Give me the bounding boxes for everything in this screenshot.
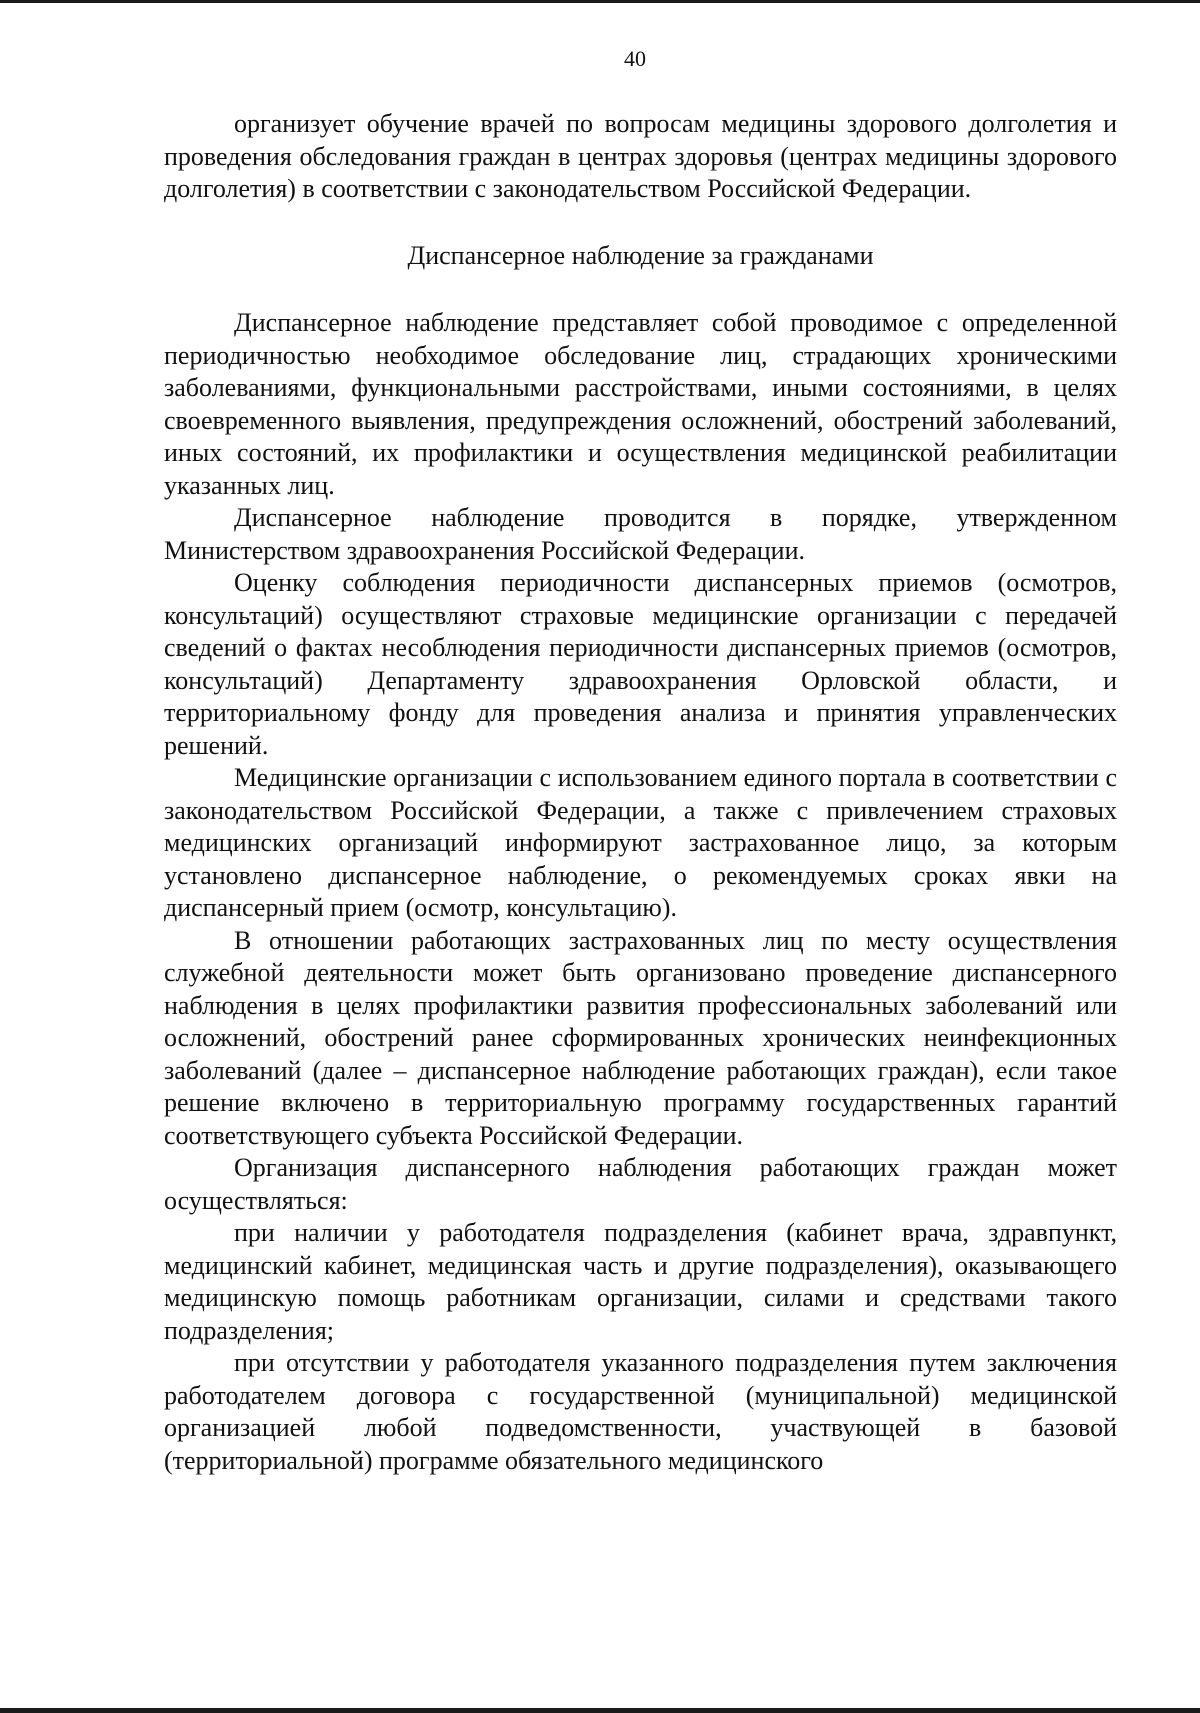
document-body	[164, 108, 1117, 1477]
paragraph-procedure: Диспансерное наблюдение проводится в порядке, утвержденном Министерством здравоохранения Российской Федерации.	[164, 503, 1117, 565]
paragraph-working-citizens: В отношении работающих застрахованных лиц по месту осуществления служебной деятельности может быть организовано проведение диспансерного наблюдения в целях профилактики развития профессиональных заболеваний или осложнений, обострений ранее сформированных хронических неинфекционных заболеваний (далее – диспансерное наблюдение работающих граждан), если такое решение включено в территориальную программу государственных гарантий соответствующего субъекта Российской Федерации.	[164, 925, 1117, 1150]
paragraph-organization: Организация диспансерного наблюдения работающих граждан может осуществляться:	[164, 1153, 1117, 1215]
intro-continuation-paragraph: организует обучение врачей по вопросам медицины здорового долголетия и проведения обследования граждан в центрах здоровья (центрах медицины здорового долголетия) в соответствии с законодательством Российской Федерации.	[164, 109, 1117, 203]
paragraph-informing: Медицинские организации с использованием единого портала в соответствии с законодательством Российской Федерации, а также с привлечением страховых медицинских организаций информируют застрахованное лицо, за которым установлено диспансерное наблюдение, о рекомендуемых сроках явки на диспансерный прием (осмотр, консультацию).	[164, 763, 1117, 922]
section-title: Диспансерное наблюдение за гражданами	[407, 240, 874, 270]
paragraph-employer-unit-absent: при отсутствии у работодателя указанного подразделения путем заключения работодателем договора с государственной (муниципальной) медицинской организацией любой подведомственности, участвующей в базовой (территориальной) программе обязательного медицинского	[164, 1348, 1117, 1475]
paragraph-employer-unit-present: при наличии у работодателя подразделения (кабинет врача, здравпункт, медицинский кабинет, медицинская часть и другие подразделения), оказывающего медицинскую помощь работникам организации, силами и средствами такого подразделения;	[164, 1218, 1117, 1345]
page-number: 40	[624, 46, 646, 71]
bottom-scan-border	[0, 1708, 1200, 1713]
top-scan-border	[0, 0, 1200, 3]
paragraph-periodicity-assessment: Оценку соблюдения периодичности диспансерных приемов (осмотров, консультаций) осуществляют страховые медицинские организации с передачей сведений о фактах несоблюдения периодичности диспансерных приемов (осмотров, консультаций) Департаменту здравоохранения Орловской области, и территориальному фонду для проведения анализа и принятия управленческих решений.	[164, 568, 1117, 760]
paragraph-definition: Диспансерное наблюдение представляет собой проводимое с определенной периодичностью необходимое обследование лиц, страдающих хроническими заболеваниями, функциональными расстройствами, иными состояниями, в целях своевременного выявления, предупреждения осложнений, обострений заболеваний, иных состояний, их профилактики и осуществления медицинской реабилитации указанных лиц.	[164, 308, 1117, 500]
